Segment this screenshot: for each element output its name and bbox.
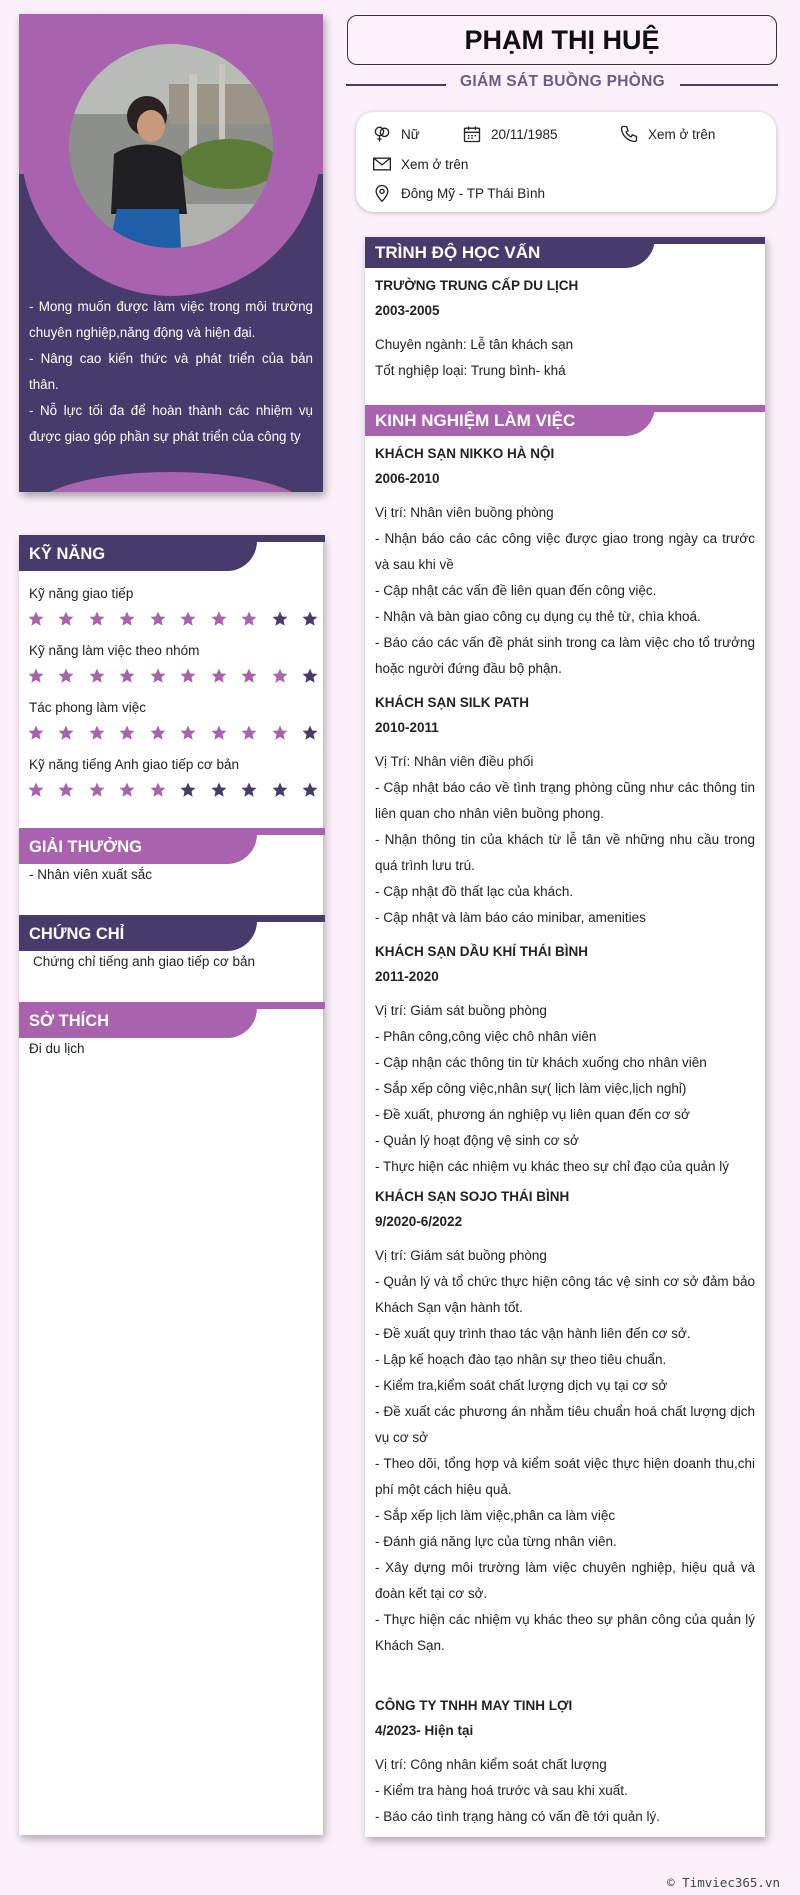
skill-rating-1 [27,667,319,685]
star-empty-icon [240,781,258,799]
star-filled-icon [88,724,106,742]
star-filled-icon [118,610,136,628]
star-filled-icon [149,724,167,742]
left-sections [19,535,323,1835]
profile-panel [19,14,323,492]
address: Đông Mỹ - TP Thái Bình [372,183,545,203]
footer-credit: © Timviec365.vn [667,1875,780,1890]
star-filled-icon [118,781,136,799]
hobbies-header: SỞ THÍCH [19,1002,323,1038]
gender-icon [372,124,392,144]
star-filled-icon [240,667,258,685]
awards-header: GIẢI THƯỞNG [19,828,323,864]
gender: Nữ [372,124,420,144]
star-filled-icon [210,724,228,742]
skill-rating-3 [27,781,319,799]
star-filled-icon [27,724,45,742]
job-entry: KHÁCH SẠN SILK PATH 2010-2011 Vị Trí: Nhân viên điều phối - Cập nhật báo cáo về tình trạng phòng cũng như các thông tin liên quan cho nhân viên buồng phong. - Nhận thông tin của khách từ lễ tân về những nhu cầu trong quá trình lưu trú. - Cập nhật đồ thất lạc của khách. - Cập nhật và làm báo cáo minibar, amenities [375,695,755,925]
job-entry: KHÁCH SẠN SOJO THÁI BÌNH 9/2020-6/2022 Vị trí: Giám sát buồng phòng - Quản lý và tổ chức thực hiện công tác vệ sinh cơ sở đảm bảo Khách Sạn vận hành tốt. - Đề xuất quy trình thao tác vận hành liên đến cơ sở. - Lập kế hoạch đào tạo nhân sự theo tiêu chuẩn. - Kiểm tra,kiểm soát chất lượng dịch vụ tại cơ sở - Đề xuất các phương án nhằm tiêu chuẩn hoá chất lượng dịch vụ cơ sở - Theo dõi, tổng hợp và kiểm soát việc thực hiện doanh thu,chi phí một cách hiệu quả. - Sắp xếp lịch làm việc,phân ca làm việc - Đánh giá năng lực của từng nhân viên. - Xây dựng môi trường làm việc chuyên nghiệp, hiệu quả và đoàn kết tại cơ sở. - Thực hiện các nhiệm vụ khác theo sự phân công của quản lý Khách Sạn. [375,1189,755,1653]
skill-label: Tác phong làm việc [29,700,147,715]
star-filled-icon [27,781,45,799]
star-filled-icon [271,667,289,685]
star-filled-icon [57,724,75,742]
main-sections [365,237,765,1837]
star-filled-icon [57,781,75,799]
star-filled-icon [149,781,167,799]
location-pin-icon [372,183,392,203]
star-filled-icon [57,610,75,628]
star-filled-icon [57,667,75,685]
mail-icon [372,154,392,174]
star-filled-icon [118,667,136,685]
star-empty-icon [301,610,319,628]
star-filled-icon [179,724,197,742]
education-entry: TRƯỜNG TRUNG CẤP DU LỊCH 2003-2005 Chuyên ngành: Lễ tân khách sạn Tốt nghiệp loại: Trung bình- khá [375,278,579,378]
objective-line: - Nỗ lực tối đa để hoàn thành các nhiệm vụ được giao góp phần sự phát triển của công ty [29,403,313,444]
education-header: TRÌNH ĐỘ HỌC VẤN [365,237,765,268]
star-empty-icon [179,781,197,799]
star-empty-icon [271,610,289,628]
skill-rating-0 [27,610,319,628]
star-filled-icon [240,724,258,742]
awards-text: - Nhân viên xuất sắc [29,867,153,882]
phone-icon [619,124,639,144]
star-filled-icon [88,667,106,685]
star-filled-icon [271,724,289,742]
star-filled-icon [149,667,167,685]
star-filled-icon [240,610,258,628]
birthdate: 20/11/1985 [462,124,558,144]
skills-header: KỸ NĂNG [19,535,323,571]
star-filled-icon [118,724,136,742]
job-entry: KHÁCH SẠN NIKKO HÀ NỘI 2006-2010 Vị trí: Nhân viên buồng phòng - Nhận báo cáo các công việc được giao trong ngày ca trước và sau khi về - Cập nhật các vấn đề liên quan đến công việc. - Nhận và bàn giao công cụ dụng cụ thẻ từ, chìa khoá. - Báo cáo các vấn đề phát sinh trong ca làm việc cho tổ trưởng hoặc người đứng đầu bộ phận. [375,446,755,676]
star-filled-icon [179,610,197,628]
star-empty-icon [210,781,228,799]
email: Xem ở trên [372,154,468,174]
star-filled-icon [88,610,106,628]
star-filled-icon [179,667,197,685]
experience-header: KINH NGHIỆM LÀM VIỆC [365,405,765,436]
skill-label: Kỹ năng giao tiếp [29,586,134,601]
phone: Xem ở trên [619,124,715,144]
job-entry: CÔNG TY TNHH MAY TINH LỢI 4/2023- Hiện tại Vị trí: Công nhân kiểm soát chất lượng - Kiểm tra hàng hoá trước và sau khi xuất. - Báo cáo tình trạng hàng có vấn đề tới quản lý. [375,1698,661,1824]
star-filled-icon [27,610,45,628]
star-empty-icon [301,667,319,685]
star-filled-icon [149,610,167,628]
star-filled-icon [210,610,228,628]
skill-rating-2 [27,724,319,742]
star-empty-icon [301,781,319,799]
star-empty-icon [301,724,319,742]
skill-label: Kỹ năng tiếng Anh giao tiếp cơ bản [29,757,240,772]
avatar [69,44,273,248]
hobbies-text: Đi du lịch [29,1041,85,1056]
star-empty-icon [271,781,289,799]
calendar-icon [462,124,482,144]
contact-info [356,112,776,212]
objective-line: - Nâng cao kiến thức và phát triển của bản thân. [29,351,313,392]
candidate-name: PHẠM THỊ HUỆ [347,15,777,65]
job-title: GIÁM SÁT BUỒNG PHÒNG [460,73,665,90]
skill-label: Kỹ năng làm việc theo nhóm [29,643,200,658]
certificates-text: Chứng chỉ tiếng anh giao tiếp cơ bản [33,954,256,969]
star-filled-icon [88,781,106,799]
certificates-header: CHỨNG CHỈ [19,915,323,951]
star-filled-icon [27,667,45,685]
star-filled-icon [210,667,228,685]
career-objective [29,294,313,450]
objective-line: - Mong muốn được làm việc trong môi trường chuyên nghiệp,năng động và hiện đại. [29,299,313,340]
job-entry: KHÁCH SẠN DẦU KHÍ THÁI BÌNH 2011-2020 Vị trí: Giám sát buồng phòng - Phân công,công việc chô nhân viên - Cập nhận các thông tin từ khách xuống cho nhân viên - Sắp xếp công việc,nhân sự( lịch làm việc,lịch nghỉ) - Đề xuất, phương án nghiệp vụ liên quan đến cơ sở - Quản lý hoạt động vệ sinh cơ sở - Thực hiện các nhiệm vụ khác theo sự chỉ đạo của quản lý [375,944,730,1174]
